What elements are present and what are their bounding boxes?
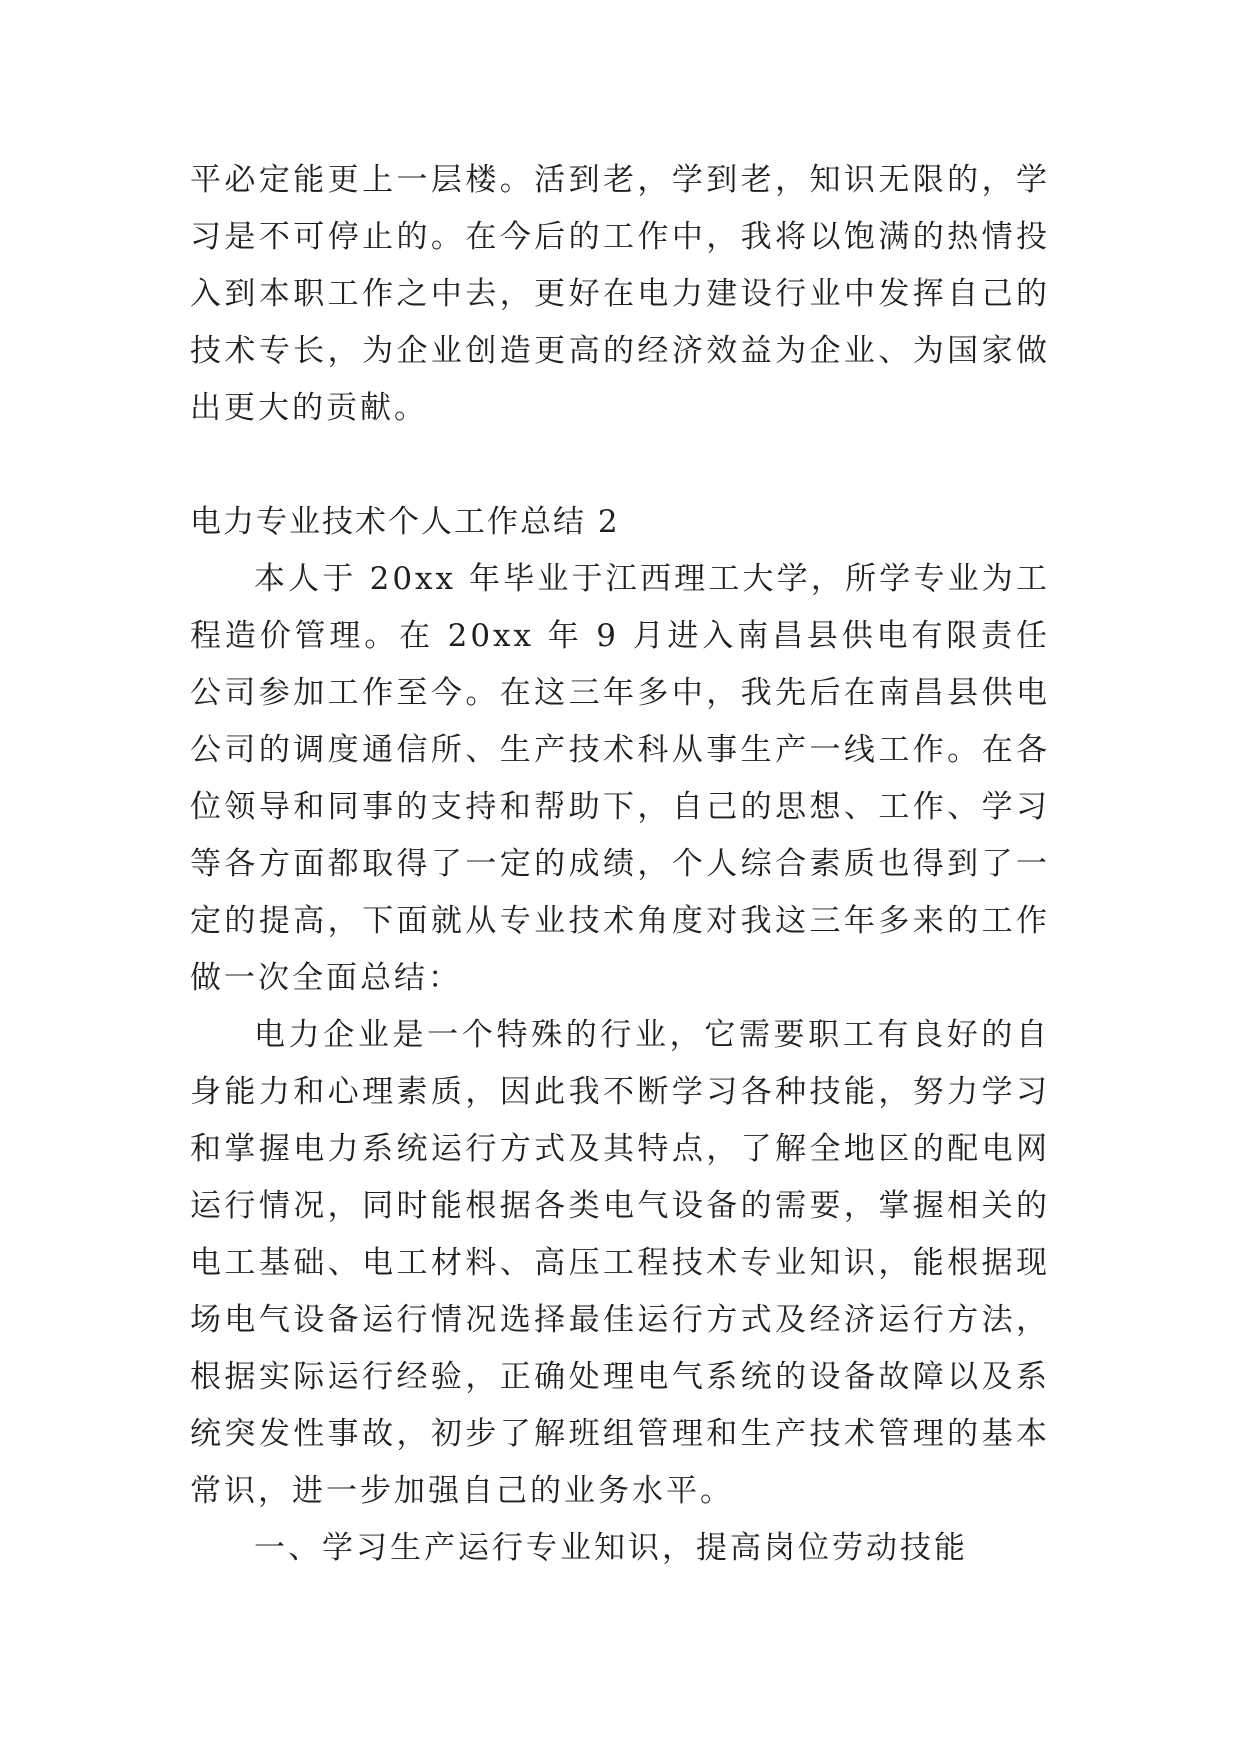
section-title: 电力专业技术个人工作总结 2 <box>190 504 620 540</box>
continuation-paragraph: 平必定能更上一层楼。活到老，学到老，知识无限的，学习是不可停止的。在今后的工作中，我将以饱满的热情投入到本职工作之中去，更好在电力建设行业中发挥自己的技术专长，为企业创造更高的经济效益为企业、为国家做出更大的贡献。 <box>190 162 1050 426</box>
body-paragraph-2: 电力企业是一个特殊的行业，它需要职工有良好的自身能力和心理素质，因此我不断学习各种技能，努力学习和掌握电力系统运行方式及其特点，了解全地区的配电网运行情况，同时能根据各类电气设备的需要，掌握相关的电工基础、电工材料、高压工程技术专业知识，能根据现场电气设备运行情况选择最佳运行方式及经济运行方法，根据实际运行经验，正确处理电气系统的设备故障以及系统突发性事故，初步了解班组管理和生产技术管理的基本常识，进一步加强自己的业务水平。 <box>190 1017 1050 1509</box>
body-paragraph-1: 本人于 20xx 年毕业于江西理工大学，所学专业为工程造价管理。在 20xx 年 9 月进入南昌县供电有限责任公司参加工作至今。在这三年多中，我先后在南昌县供电公司的调度通信所、生产技术科从事生产一线工作。在各位领导和同事的支持和帮助下，自己的思想、工作、学习等各方面都取得了一定的成绩，个人综合素质也得到了一定的提高，下面就从专业技术角度对我这三年多来的工作做一次全面总结： <box>190 561 1050 996</box>
document-body <box>190 152 1050 1577</box>
subheading: 一、学习生产运行专业知识，提高岗位劳动技能 <box>254 1530 968 1566</box>
